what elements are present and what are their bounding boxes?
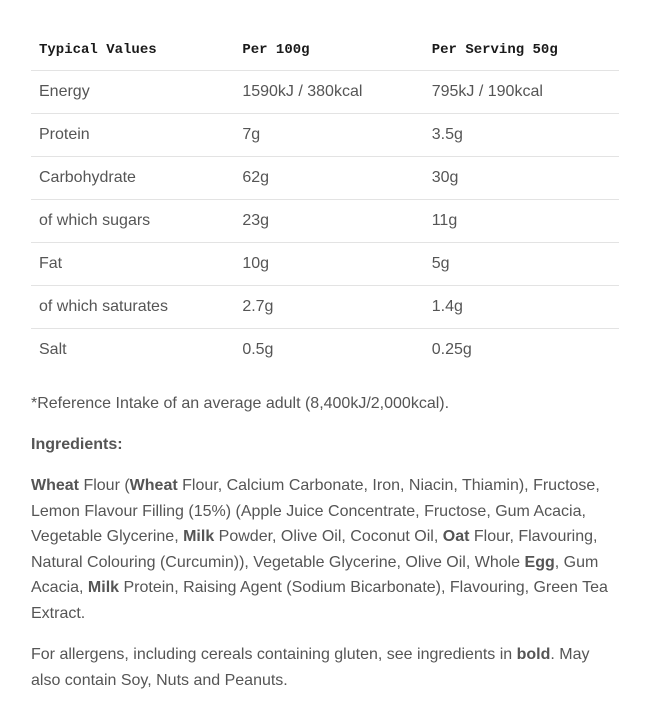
- table-row: [31, 329, 619, 372]
- ingredients-text: [31, 473, 621, 626]
- value-per-100g: 2.7g: [234, 286, 423, 329]
- table-row: [31, 157, 619, 200]
- table-row: [31, 114, 619, 157]
- value-per-100g: 23g: [234, 200, 423, 243]
- nutrient-name: Fat: [31, 243, 234, 286]
- header-per-serving: Per Serving 50g: [424, 28, 619, 71]
- value-per-100g: 62g: [234, 157, 423, 200]
- table-row: [31, 243, 619, 286]
- value-per-100g: 10g: [234, 243, 423, 286]
- nutrient-name: of which saturates: [31, 286, 234, 329]
- nutrition-header-row: [31, 28, 619, 71]
- reference-intake-note: *Reference Intake of an average adult (8,400kJ/2,000kcal).: [31, 395, 450, 412]
- value-per-100g: 7g: [234, 114, 423, 157]
- value-per-serving: 0.25g: [431, 341, 472, 358]
- table-row: [31, 71, 619, 114]
- text-run: For allergens, including cereals containing gluten, see ingredients in: [31, 646, 517, 663]
- nutrition-table: [31, 28, 619, 371]
- value-per-serving: 11g: [424, 200, 619, 243]
- bold-allergen-word: Oat: [442, 528, 470, 545]
- ingredients-heading: Ingredients:: [31, 435, 123, 453]
- text-run: Flour, Flavouring, Natural Colouring (Curcumin)), Vegetable Glycerine, Olive Oil, Whole: [31, 528, 598, 571]
- value-per-serving: 5g: [424, 243, 619, 286]
- bold-allergen-word: Wheat: [31, 477, 79, 494]
- header-per-100g: Per 100g: [234, 28, 423, 71]
- nutrient-name: Carbohydrate: [31, 157, 234, 200]
- nutrient-name: Protein: [31, 114, 234, 157]
- value-per-serving: 3.5g: [424, 114, 619, 157]
- value-per-serving: 795kJ / 190kcal: [424, 71, 619, 114]
- table-row: [31, 286, 619, 329]
- text-run: Powder, Olive Oil, Coconut Oil,: [214, 528, 443, 545]
- allergen-advice: [31, 642, 621, 693]
- bold-allergen-word: Milk: [87, 579, 120, 596]
- header-typical-values: Typical Values: [31, 28, 234, 71]
- value-per-100g: 1590kJ / 380kcal: [234, 71, 423, 114]
- value-per-serving: 1.4g: [424, 286, 619, 329]
- text-run: Protein, Raising Agent (Sodium Bicarbonate), Flavouring, Green Tea Extract.: [31, 579, 608, 622]
- bold-allergen-word: bold: [516, 646, 551, 663]
- nutrient-name: Energy: [31, 71, 234, 114]
- nutrient-name: of which sugars: [31, 200, 234, 243]
- text-run: Flour (: [79, 477, 130, 494]
- bold-allergen-word: Egg: [524, 553, 555, 571]
- text-run: , Gum Acacia,: [31, 553, 599, 596]
- value-per-serving: 30g: [424, 157, 619, 200]
- text-run: . May also contain Soy, Nuts and Peanuts.: [31, 646, 590, 689]
- table-row: [31, 200, 619, 243]
- bold-allergen-word: Wheat: [129, 477, 178, 494]
- nutrient-name: Salt: [39, 341, 67, 358]
- text-run: Flour, Calcium Carbonate, Iron, Niacin, Thiamin), Fructose, Lemon Flavour Filling (15%) (Apple Juice Concentrate, Fructose, Gum Acacia, Vegetable Glycerine,: [31, 477, 600, 545]
- bold-allergen-word: Milk: [183, 528, 215, 545]
- value-per-100g: 0.5g: [242, 341, 274, 358]
